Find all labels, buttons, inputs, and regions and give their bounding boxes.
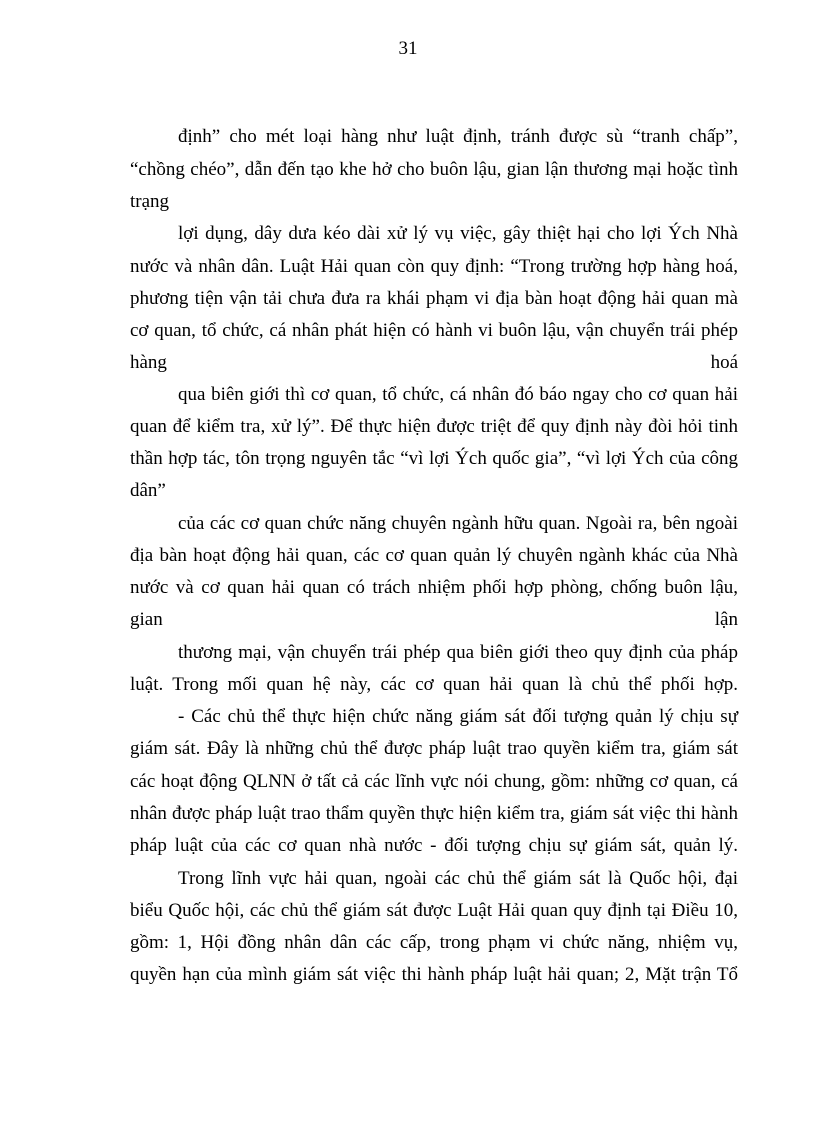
text-line xyxy=(130,351,738,375)
text-line: Trong lĩnh vực hải quan, ngoài các chủ thể giám sát là Quốc hội, đại xyxy=(178,868,738,889)
text-line: cơ quan, tổ chức, cá nhân phát hiện có hành vi buôn lậu, vận chuyển trái phép xyxy=(130,320,738,341)
text-line: quan để kiểm tra, xử lý”. Để thực hiện được triệt để quy định này đòi hỏi tinh xyxy=(130,416,738,437)
text-line: các hoạt động QLNN ở tất cả các lĩnh vực nói chung, gồm: những cơ quan, cá xyxy=(130,771,738,792)
text-word: lận xyxy=(714,609,738,630)
text-line: - Các chủ thể thực hiện chức năng giám sát đối tượng quản lý chịu sự xyxy=(178,706,738,727)
text-line: định” cho mét loại hàng như luật định, tránh được sù “tranh chấp”, xyxy=(178,126,738,147)
text-line: qua biên giới thì cơ quan, tổ chức, cá nhân đó báo ngay cho cơ quan hải xyxy=(178,384,738,405)
text-line: biểu Quốc hội, các chủ thể giám sát được Luật Hải quan quy định tại Điều 10, xyxy=(130,900,738,921)
text-line: giám sát. Đây là những chủ thể được pháp luật trao quyền kiểm tra, giám sát xyxy=(130,738,738,759)
text-line: trạng xyxy=(130,191,170,212)
text-line: luật. Trong mối quan hệ này, các cơ quan hải quan là chủ thể phối hợp. xyxy=(130,674,738,695)
text-line: lợi dụng, dây dưa kéo dài xử lý vụ việc, gây thiệt hại cho lợi Ých Nhà xyxy=(178,223,738,244)
text-line: “chồng chéo”, dẫn đến tạo khe hở cho buôn lậu, gian lận thương mại hoặc tình xyxy=(130,159,738,180)
text-line: thần hợp tác, tôn trọng nguyên tắc “vì lợi Ých quốc gia”, “vì lợi Ých của công xyxy=(130,448,738,469)
text-line: pháp luật của các cơ quan nhà nước - đối tượng chịu sự giám sát, quản lý. xyxy=(130,835,738,856)
text-line: phương tiện vận tải chưa đưa ra khái phạm vi địa bàn hoạt động hải quan mà xyxy=(130,288,738,309)
text-word: hoá xyxy=(710,352,738,373)
text-line: của các cơ quan chức năng chuyên ngành hữu quan. Ngoài ra, bên ngoài xyxy=(178,513,738,534)
text-line xyxy=(130,608,738,632)
text-line: quyền hạn của mình giám sát việc thi hành pháp luật hải quan; 2, Mặt trận Tổ xyxy=(130,964,738,985)
text-line: địa bàn hoạt động hải quan, các cơ quan quản lý chuyên ngành khác của Nhà xyxy=(130,545,738,566)
text-line: thương mại, vận chuyển trái phép qua biên giới theo quy định của pháp xyxy=(178,642,738,663)
text-line: gồm: 1, Hội đồng nhân dân các cấp, trong phạm vi chức năng, nhiệm vụ, xyxy=(130,932,738,953)
text-word: gian xyxy=(130,609,163,630)
text-line: nước và nhân dân. Luật Hải quan còn quy định: “Trong trường hợp hàng hoá, xyxy=(130,256,738,277)
page-number: 31 xyxy=(398,38,418,59)
text-line: nước và cơ quan hải quan có trách nhiệm phối hợp phòng, chống buôn lậu, xyxy=(130,577,738,598)
text-word: hàng xyxy=(130,352,167,373)
text-line: nhân được pháp luật trao thẩm quyền thực hiện kiểm tra, giám sát việc thi hành xyxy=(130,803,738,824)
text-line: dân” xyxy=(130,480,166,501)
